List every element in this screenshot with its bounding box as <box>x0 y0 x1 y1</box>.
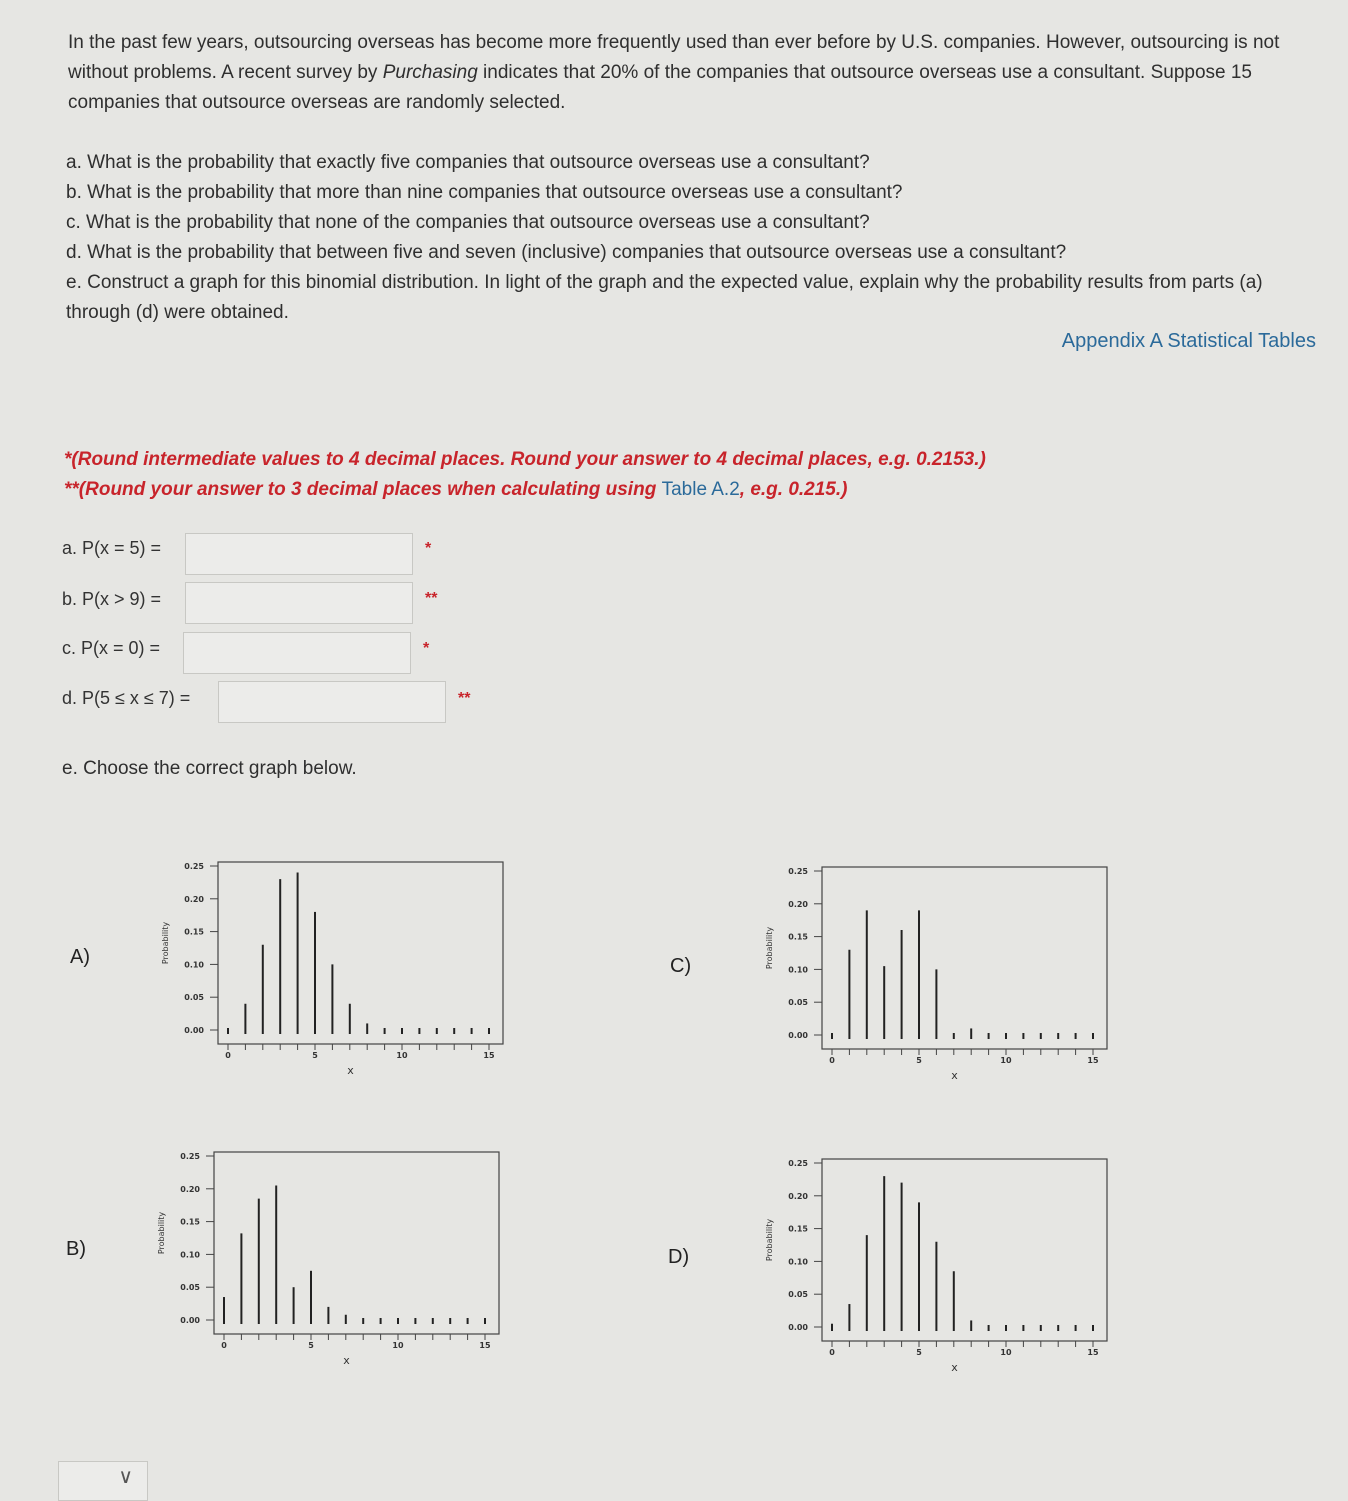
answer-label-a: a. P(x = 5) = <box>62 538 162 558</box>
x-tick-label: 5 <box>308 1341 314 1350</box>
rounding-note-2: **(Round your answer to 3 decimal places when calculating using Table A.2, e.g. 0.215.) <box>64 479 848 500</box>
answer-input-b[interactable] <box>185 582 413 624</box>
plot-frame <box>214 1152 499 1334</box>
answer-mark-b: ** <box>425 590 438 607</box>
answer-input-c[interactable] <box>183 632 411 674</box>
answer-dropdown[interactable] <box>58 1461 148 1501</box>
x-axis-label: x <box>951 1069 958 1082</box>
answer-mark-a: * <box>425 540 432 557</box>
chevron-down-icon: ∨ <box>118 1466 133 1488</box>
table-a2-link[interactable]: Table A.2 <box>661 479 740 500</box>
y-axis-label: Probability <box>765 1218 774 1262</box>
option-a-label[interactable]: A) <box>70 946 90 968</box>
appendix-link[interactable]: Appendix A Statistical Tables <box>1061 330 1316 352</box>
y-tick-label: 0.25 <box>184 862 204 871</box>
graph-option-a[interactable] <box>150 850 520 1090</box>
x-axis-label: x <box>347 1064 354 1077</box>
graph-option-c[interactable] <box>754 855 1124 1095</box>
x-tick-label: 10 <box>396 1051 408 1060</box>
option-c-label[interactable]: C) <box>670 955 692 977</box>
y-tick-label: 0.15 <box>788 1224 808 1234</box>
answer-row-c <box>62 638 160 659</box>
question-e: e. Construct a graph for this binomial distribution. In light of the graph and the expected value, explain why the probability results from parts (a) through (d) were obtained. <box>66 272 1263 323</box>
question-b: b. What is the probability that more than nine companies that outsource overseas use a consultant? <box>66 182 903 203</box>
option-b-label[interactable]: B) <box>66 1238 86 1260</box>
y-tick-label: 0.25 <box>788 1159 808 1168</box>
x-tick-label: 0 <box>225 1051 231 1060</box>
x-tick-label: 15 <box>483 1051 495 1060</box>
y-tick-label: 0.15 <box>180 1217 200 1227</box>
y-tick-label: 0.05 <box>788 1290 808 1300</box>
answer-mark-c: * <box>423 640 430 657</box>
answer-mark-d: ** <box>458 690 471 707</box>
y-tick-label: 0.00 <box>788 1031 808 1040</box>
x-tick-label: 10 <box>392 1341 404 1350</box>
answer-label-b: b. P(x > 9) = <box>62 589 162 609</box>
plot-frame <box>822 1159 1107 1341</box>
x-tick-label: 15 <box>479 1341 491 1350</box>
y-tick-label: 0.10 <box>788 965 808 975</box>
x-tick-label: 0 <box>829 1348 835 1357</box>
intro-text-2: indicates that 20% of the companies that outsource overseas use a consultant. Suppose 15 companies that outsource overseas are randomly selected. <box>68 62 1252 113</box>
y-tick-label: 0.05 <box>184 993 204 1003</box>
y-tick-label: 0.25 <box>180 1152 200 1161</box>
answer-label-d: d. P(5 ≤ x ≤ 7) = <box>62 688 191 708</box>
y-tick-label: 0.10 <box>788 1257 808 1267</box>
answer-row-b <box>62 589 161 610</box>
y-tick-label: 0.20 <box>788 1191 808 1201</box>
x-tick-label: 10 <box>1000 1056 1012 1065</box>
y-tick-label: 0.05 <box>180 1283 200 1293</box>
y-tick-label: 0.10 <box>184 960 204 970</box>
x-tick-label: 10 <box>1000 1348 1012 1357</box>
answer-row-a <box>62 538 161 559</box>
option-d-label[interactable]: D) <box>668 1246 690 1268</box>
y-tick-label: 0.00 <box>788 1323 808 1332</box>
x-tick-label: 0 <box>221 1341 227 1350</box>
problem-intro <box>68 28 1320 118</box>
y-axis-label: Probability <box>765 926 774 970</box>
choose-graph-prompt: e. Choose the correct graph below. <box>62 758 357 779</box>
plot-frame <box>218 862 503 1044</box>
y-tick-label: 0.05 <box>788 998 808 1008</box>
x-tick-label: 5 <box>312 1051 318 1060</box>
y-tick-label: 0.00 <box>180 1316 200 1325</box>
x-tick-label: 5 <box>916 1056 922 1065</box>
graph-option-b[interactable] <box>146 1140 516 1380</box>
rounding-notes <box>64 445 986 505</box>
question-list <box>66 148 1326 328</box>
question-c: c. What is the probability that none of the companies that outsource overseas use a consultant? <box>66 212 870 233</box>
y-tick-label: 0.20 <box>180 1184 200 1194</box>
question-a: a. What is the probability that exactly five companies that outsource overseas use a consultant? <box>66 152 870 173</box>
y-axis-label: Probability <box>157 1211 166 1255</box>
y-tick-label: 0.10 <box>180 1250 200 1260</box>
y-tick-label: 0.00 <box>184 1026 204 1035</box>
answer-row-d <box>62 688 190 709</box>
x-tick-label: 15 <box>1087 1348 1099 1357</box>
x-axis-label: x <box>951 1361 958 1374</box>
graph-option-d[interactable] <box>754 1147 1124 1387</box>
y-tick-label: 0.20 <box>184 894 204 904</box>
y-axis-label: Probability <box>161 921 170 965</box>
answer-input-d[interactable] <box>218 681 446 723</box>
plot-frame <box>822 867 1107 1049</box>
answer-label-c: c. P(x = 0) = <box>62 638 161 658</box>
rounding-note-1: *(Round intermediate values to 4 decimal places. Round your answer to 4 decimal places, e.g. 0.2153.) <box>64 449 986 470</box>
y-tick-label: 0.20 <box>788 899 808 909</box>
answer-input-a[interactable] <box>185 533 413 575</box>
intro-text-1: In the past few years, outsourcing overseas has become more frequently used than ever before by U.S. companies. However, outsourcing is not without problems. A recent survey by <box>68 32 1280 83</box>
x-tick-label: 5 <box>916 1348 922 1357</box>
x-axis-label: x <box>343 1354 350 1367</box>
journal-name: Purchasing <box>382 62 478 83</box>
y-tick-label: 0.15 <box>184 927 204 937</box>
question-d: d. What is the probability that between five and seven (inclusive) companies that outsource overseas use a consultant? <box>66 242 1067 263</box>
y-tick-label: 0.15 <box>788 932 808 942</box>
x-tick-label: 0 <box>829 1056 835 1065</box>
x-tick-label: 15 <box>1087 1056 1099 1065</box>
y-tick-label: 0.25 <box>788 867 808 876</box>
